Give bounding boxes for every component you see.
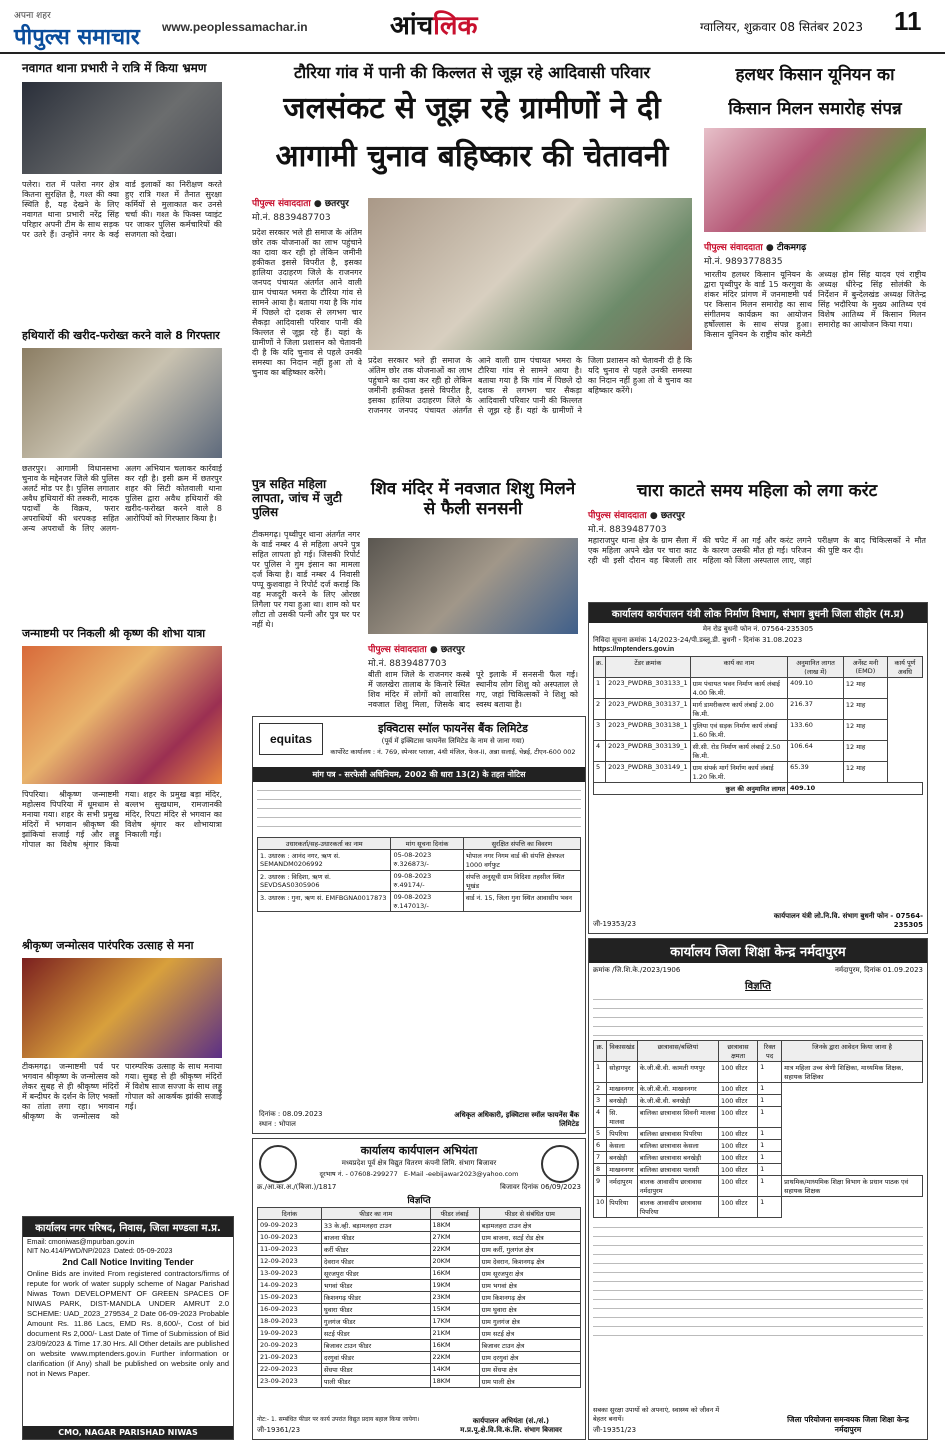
notice-date: नर्मदापुरम, दिनांक 01.09.2023 (835, 966, 923, 974)
electricity-notice (252, 1138, 586, 1440)
table-row (258, 892, 581, 912)
story-mobile: मो.नं. 8839487703 (588, 525, 667, 535)
table-cell: ग्राम पंचायत भवन निर्माण कार्य लंबाई 4.00 कि.मी. (690, 678, 787, 699)
table-cell: 3 (594, 1095, 607, 1107)
table-cell: कर्री फीडर (321, 1244, 430, 1256)
story-title: किसान मिलन समारोह संपन्न (728, 99, 902, 119)
table-cell: वार्ड नं. 15, जिला गुना स्थित आवासीय भवन (463, 892, 580, 912)
main-text: प्रदेश सरकार भले ही समाज के अंतिम छोर तक योजनाओं का लाभ पहुंचाने का दावा कर रही हो लेकिन जमीनी हकीकत इससे विपरीत है, इसका हालिया उदाहरण जिले के राजनगर जनपद पंचायत अंतर्गत आने वाली ग्राम पंचायत भमरा के टौरिया गांव से सामने आया है। बताया गया है कि गांव में पिछले दो दशक से लगभग चार सैकड़ा आदिवासी परिवार पानी की किल्लत से जूझ रहे हैं। यहां के ग्रामीणों ने जिला प्रशासन को चेतावनी दी है कि यदि चुनाव से पहले उनकी समस्या का निदान नहीं हुआ तो वे चुनाव का बहिष्कार करेंगे। (252, 228, 362, 377)
table-row (594, 1164, 923, 1176)
table-cell: बालिका छात्रावास पलासी (637, 1164, 718, 1176)
table-cell: 216.37 (788, 699, 844, 720)
column-header: क्र. (594, 657, 606, 678)
hostel-table (593, 1040, 923, 1218)
table-row (594, 1197, 923, 1218)
table-row (258, 1268, 581, 1280)
table-cell: बनखेड़ी (607, 1152, 637, 1164)
table-row (258, 1364, 581, 1376)
table-row (258, 1328, 581, 1340)
notice-type: मांग पत्र - सरफेसी अधिनियम, 2002 की धारा 13(2) के तहत नोटिस (253, 767, 585, 782)
story-byline: पीपुल्स संवाददाता ● छतरपुर (588, 511, 685, 521)
pwd-tender (588, 602, 928, 934)
notice-title: कार्यालय कार्यपालन अभियंता (360, 1144, 478, 1157)
table-cell: देवरान फीडर (321, 1256, 430, 1268)
table-row (594, 1128, 923, 1140)
column-header: उधारकर्ता/सह-उधारकर्ता का नाम (258, 838, 391, 850)
notice-ref: जी-19353/23 (593, 920, 637, 928)
table-cell: के.जी.बी.वी. बनखेड़ी (637, 1095, 718, 1107)
table-cell: किशनगढ़ फीडर (321, 1292, 430, 1304)
table-cell: के.जी.बी.वी. माखननगर (637, 1083, 718, 1095)
table-cell: 65.39 (788, 762, 844, 783)
table-cell: सी.सी. रोड निर्माण कार्य लंबाई 2.50 कि.मी. (690, 741, 787, 762)
notice-body (257, 785, 581, 833)
story-photo (22, 82, 222, 174)
table-cell: ग्राम भगवां क्षेत्र (479, 1280, 580, 1292)
table-cell: 16KM (430, 1268, 479, 1280)
bank-notice (252, 716, 586, 1134)
column-header: जिनके द्वारा आवेदन किया जाना है (782, 1041, 923, 1062)
table-cell: के.जी.बी.वी. कामती गणपुर (637, 1062, 718, 1083)
story-text: छतरपुर। आगामी विधानसभा चुनाव के मद्देनजर जिले की पुलिस अलर्ट मोड पर है। पुलिस लगातार अवैध हथियारों की तस्करी, मादक पदार्थों के विक्रय, फरार अपराधियों की धरपकड़ सहित अन्य अपराधों के लिए अलग-अलग अभियान चलाकर कार्रवाई कर रही है। इसी क्रम में छतरपुर शहर की सिटी कोतवाली थाना पुलिस द्वारा अवैध हथियारों की खरीद-फरोख्त करने वाले 8 आरोपियों को गिरफ्तार किया है। (22, 464, 222, 533)
main-headline-2: आगामी चुनाव बहिष्कार की चेतावनी (275, 139, 669, 174)
table-cell: बड़ामलहरा टाउन क्षेत्र (479, 1220, 580, 1232)
table-cell: 1 (758, 1107, 782, 1128)
table-cell: ग्राम सटई क्षेत्र (479, 1328, 580, 1340)
tender-table (593, 656, 923, 795)
table-row (258, 1232, 581, 1244)
table-cell: 6 (594, 1140, 607, 1152)
notice-heading: विज्ञप्ति (407, 1196, 431, 1206)
table-cell: 18-09-2023 (258, 1316, 322, 1328)
table-cell: 17KM (430, 1316, 479, 1328)
column-header: कार्य का नाम (690, 657, 787, 678)
table-cell: 1 (758, 1152, 782, 1164)
table-cell: गुलगंज फीडर (321, 1316, 430, 1328)
table-cell: 8 (594, 1164, 607, 1176)
table-row (594, 1176, 923, 1197)
table-cell: 09-09-2023 (258, 1220, 322, 1232)
story-text: भारतीय हलधर किसान यूनियन के द्वारा पृथ्वीपुर के वार्ड 15 करगुवा के शंकर मंदिर प्रांगण में जनमाष्टमी पर्व पर किसान मिलन समारोह का साथ संगीतमय कार्यक्रम का आयोजन हर्षोल्लास के साथ संपन्न हुआ। किसान यूनियन के राष्ट्रीय कोर कमेटी अध्यक्ष होम सिंह यादव एवं राष्ट्रीय अध्यक्ष धीरेन्द्र सिंह सोलंकी के निर्देशन में बुन्देलखंड अध्यक्ष जितेन्द्र सिंह भदौरिया के मुख्य आतिथ्य एवं विशेष आतिथ्य में किसान मिलन समारोह का आयोजन किया गया। (704, 270, 926, 339)
main-text-cont: प्रदेश सरकार भले ही समाज के अंतिम छोर तक योजनाओं का लाभ पहुंचाने का दावा कर रही हो लेकिन जमीनी हकीकत इससे विपरीत है, इसका हालिया उदाहरण जिले के राजनगर जनपद पंचायत अंतर्गत आने वाली ग्राम पंचायत भमरा के टौरिया गांव से सामने आया है। बताया गया है कि गांव में पिछले दो दशक से लगभग चार सैकड़ा आदिवासी परिवार पानी की किल्लत से जूझ रहे हैं। यहां के ग्रामीणों ने जिला प्रशासन को चेतावनी दी है कि यदि चुनाव से पहले उनकी समस्या का निदान नहीं हुआ तो वे चुनाव का बहिष्कार करेंगे। (368, 356, 692, 415)
story-text: टीकमगढ़। जन्माष्टमी पर्व पर भगवान श्रीकृष्ण के जन्मोत्सव को लेकर सुबह से ही श्रीकृष्ण मंदिरों में बन्दीघर के दर्शन के लिए भक्तों का तांता लगा रहा। भगवान श्रीकृष्ण के जन्मोत्सव को पारम्परिक उत्साह के साथ मनाया गया। सुबह से ही श्रीकृष्ण मंदिरों में विशेष साज सज्जा के साथ लड्डू गोपाल को आकर्षक झांकी सजाई गई। (22, 1062, 222, 1121)
table-cell: ग्राम कर्री, गुलगंज क्षेत्र (479, 1244, 580, 1256)
table-row (258, 1352, 581, 1364)
table-cell: घुवारा फीडर (321, 1304, 430, 1316)
story-title: नवागत थाना प्रभारी ने रात्रि में किया भ्रमण (22, 61, 207, 75)
notice-email: Email: cmoniwas@mpurban.gov.in (27, 1239, 135, 1246)
table-cell: 100 सीटर (718, 1176, 757, 1197)
table-cell: मात्र महिला उच्च श्रेणी शिक्षिका, माध्यमिक शिक्षक, सहायक शिक्षिका (782, 1062, 923, 1083)
table-cell: 12 माह (843, 678, 887, 699)
table-cell: भगवां फीडर (321, 1280, 430, 1292)
main-kicker: टौरिया गांव में पानी की किल्लत से जूझ रहे आदिवासी परिवार (293, 63, 651, 82)
table-row (594, 1095, 923, 1107)
table-cell: ग्राम बाजना, सटई रोड क्षेत्र (479, 1232, 580, 1244)
section-title: आंचलिक (390, 11, 478, 41)
table-cell: पाली फीडर (321, 1376, 430, 1388)
notice-tender-no: निविदा सूचना क्रमांक 14/2023-24/पी.डब्लू.डी. बुधनी - दिनांक 31.08.2023 (593, 636, 803, 644)
page-number: 11 (894, 6, 922, 36)
table-row (594, 741, 923, 762)
website-url[interactable]: www.peoplessamachar.in (162, 20, 308, 34)
story-title: श्रीकृष्ण जन्मोत्सव पारंपरिक उत्साह से मना (22, 939, 194, 952)
column-header: फीडर से संबंधित ग्राम (479, 1208, 580, 1220)
table-cell: 1 (758, 1095, 782, 1107)
newspaper-logo: अपना शहर पीपुल्स समाचार (14, 11, 140, 50)
table-cell: बालिका छात्रावास पिपरिया (637, 1128, 718, 1140)
table-cell: सि. मालवा (607, 1107, 637, 1128)
notice-sub: मेन रोड बुधनी फोन नं. 07564-235305 (702, 625, 814, 633)
table-row (258, 871, 581, 892)
table-cell: 12-09-2023 (258, 1256, 322, 1268)
table-cell: 14KM (430, 1364, 479, 1376)
table-cell: 409.10 (788, 678, 844, 699)
table-row (594, 1140, 923, 1152)
table-cell: 133.60 (788, 720, 844, 741)
table-cell: ग्राम संपर्क मार्ग निर्माण कार्य लंबाई 1.20 कि.मी. (690, 762, 787, 783)
total-value: 409.10 (788, 783, 923, 795)
table-cell: 09-08-2023 रु.147013/- (391, 892, 463, 912)
table-cell: 27KM (430, 1232, 479, 1244)
table-row (258, 1220, 581, 1232)
table-cell: 16-09-2023 (258, 1304, 322, 1316)
table-cell: 13-09-2023 (258, 1268, 322, 1280)
notice-text: Online Bids are invited From registered contractors/firms of repute for work of water supply scheme of Nagar Parishad Niwas Town DEVELOPMENT OF GREEN SPACES OF NIWAS PARK, DIST-MANDLA UNDER AMRUT 2.0 SCHEME: UAD_2023_279534_2 Date 06-09-2023 Probable Amount Rs. 11.86 Lacs, EMD Rs. 8,600/-, Cost of bid document Rs 2,000/- Last Date of Time of Submission of Bid 23/09/2023 & Time 17.30 Hrs. All Other details are published on website www.mptenders.gov.in Further information or clarification (if Any) shall be published on website only and not in News Paper. (27, 1269, 229, 1378)
notice-place: स्थान : भोपाल (259, 1120, 296, 1128)
column-header: अर्नेस्ट मनी (EMD) (843, 657, 887, 678)
notice-title: कार्यालय नगर परिषद, निवास, जिला मण्डला म.प्र. (23, 1217, 233, 1237)
table-cell: बालिका छात्रावास केसला (637, 1140, 718, 1152)
main-byline: पीपुल्स संवाददाता ● छतरपुर (252, 199, 349, 209)
table-cell: 21KM (430, 1328, 479, 1340)
table-cell: दरगुवां फीडर (321, 1352, 430, 1364)
table-cell: 12 माह (843, 699, 887, 720)
story-title: शिव मंदिर में नवजात शिशु मिलने से फैली सनसनी (370, 479, 576, 519)
notice-heading: 2nd Call Notice Inviting Tender (62, 1257, 194, 1267)
table-cell: भोपाल नगर निगम वार्ड की संपत्ति क्षेत्रफल 1000 वर्गफुट (463, 850, 580, 871)
notice-note: नोट:- 1. सम्बंधित फीडर पर कार्य उपरांत विद्युत प्रदाय बहाल किया जायेगा। (257, 1416, 420, 1423)
column-header: विकासखंड (607, 1041, 637, 1062)
table-cell: 1 (594, 1062, 607, 1083)
story-photo (368, 538, 578, 634)
table-cell: संपत्ति अनुसूची ग्राम विदिशा तहसील स्थित भूखंड (463, 871, 580, 892)
table-row (258, 1340, 581, 1352)
story-byline: पीपुल्स संवाददाता ● छतरपुर (368, 645, 465, 655)
notice-signatory: कार्यपालन यंत्री लो.नि.वि. संभाग बुधनी फोन - 07564-235305 (773, 912, 923, 929)
nit-number: NIT No.414/PWD/NP/2023 (27, 1248, 111, 1255)
table-row (594, 720, 923, 741)
equitas-logo: equitas (259, 723, 323, 755)
table-cell: 100 सीटर (718, 1140, 757, 1152)
table-cell: 100 सीटर (718, 1083, 757, 1095)
main-mobile: मो.नं. 8839487703 (252, 213, 331, 223)
table-cell: 2023_PWDRB_303139_1 (606, 741, 691, 762)
table-cell: सूरजपुरा फीडर (321, 1268, 430, 1280)
table-row (258, 1280, 581, 1292)
column-header: सुरक्षित संपत्ति का विवरण (463, 838, 580, 850)
table-cell: सोहागपुर (607, 1062, 637, 1083)
table-row (594, 1107, 923, 1128)
table-row (594, 1083, 923, 1095)
story-text: महाराजपुर थाना क्षेत्र के ग्राम सैला में एक महिला अपने खेत पर चारा काट रही थी इसी दौरान वह बिजली तार की चपेट में आ गई और करंट लगने के कारण उसकी मौत हो गई। परिजन महिला को जिला अस्पताल लाए, जहां परीक्षण के बाद चिकित्सकों ने मौत की पुष्टि कर दी। (588, 536, 926, 565)
mpeb-logo-icon-right (541, 1145, 579, 1183)
table-cell: 12 माह (843, 762, 887, 783)
notice-ref: क्र./आ.का.अ./(बिजा.)/1817 (257, 1183, 337, 1191)
column-header: फीडर लंबाई (430, 1208, 479, 1220)
table-row (258, 1292, 581, 1304)
table-cell: 3. उधारक : गुना, ऋण सं. EMFBGNA0017873 (258, 892, 391, 912)
story-mobile: मो.नं. 9893778835 (704, 257, 783, 267)
table-cell: 106.64 (788, 741, 844, 762)
column-header: अनुमानित लागत (लाख में) (788, 657, 844, 678)
table-cell: बालिका छात्रावास सिवनी मालवा (637, 1107, 718, 1128)
story-photo (704, 128, 926, 232)
nit-date: Dated: 05-09-2023 (114, 1248, 173, 1255)
notice-slogan: सबका सुरक्षा उपायों को अपनाएं, स्वास्थ्य को जीवन में बेहतर बनायें। (593, 1406, 720, 1423)
table-cell: 1. उधारक : आनंद नगर, ऋण सं. SEMANDM0206992 (258, 850, 391, 871)
table-cell: 100 सीटर (718, 1107, 757, 1128)
column-header: छात्रावास क्षमता (718, 1041, 757, 1062)
column-header: फीडर का नाम (321, 1208, 430, 1220)
table-cell: ग्राम गुलगंज क्षेत्र (479, 1316, 580, 1328)
table-cell: 23-09-2023 (258, 1376, 322, 1388)
table-cell: 1 (758, 1128, 782, 1140)
table-cell: 4 (594, 741, 606, 762)
total-label: कुल की अनुमानित लागत (594, 783, 788, 795)
table-cell: 16KM (430, 1340, 479, 1352)
table-cell: 4 (594, 1107, 607, 1128)
table-cell: 3 (594, 720, 606, 741)
story-photo (22, 348, 222, 458)
notice-signatory: जिला परियोजना समन्वयक जिला शिक्षा केन्द्र नर्मदापुरम (787, 1415, 909, 1434)
issue-date: ग्वालियर, शुक्रवार 08 सितंबर 2023 (700, 20, 864, 34)
table-cell: 2. उधारक : विदिशा, ऋण सं. SEVDSAS0305906 (258, 871, 391, 892)
table-cell: 1 (758, 1062, 782, 1083)
table-cell: 12 माह (843, 720, 887, 741)
table-cell: केसला (607, 1140, 637, 1152)
table-cell: 7 (594, 1152, 607, 1164)
shutdown-table (257, 1207, 581, 1388)
table-cell: 1 (594, 678, 606, 699)
notice-title: कार्यालय जिला शिक्षा केन्द्र नर्मदापुरम (589, 939, 927, 963)
table-cell: 1 (758, 1083, 782, 1095)
table-cell: बालक आवासीय छात्रावास नर्मदापुरम (637, 1176, 718, 1197)
notice-subtitle: (पूर्व में इक्विटास फायनेंस लिमिटेड के नाम से जाना गया) (381, 737, 525, 745)
table-cell: पिपरिया (607, 1197, 637, 1218)
table-cell: नर्मदापुरम (607, 1176, 637, 1197)
notice-sub: मध्यप्रदेश पूर्व क्षेत्र विद्युत वितरण कंपनी लिमि. संभाग बिजावर (341, 1159, 497, 1167)
table-cell: 10 (594, 1197, 607, 1218)
notice-footer: CMO, NAGAR PARISHAD NIWAS (23, 1426, 233, 1439)
story-title: हथियारों की खरीद-फरोख्त करने वाले 8 गिरफ्तार (22, 329, 220, 342)
main-headline-1: जलसंकट से जूझ रहे ग्रामीणों ने दी (283, 91, 661, 126)
notice-signatory: कार्यपालन अभियंता (सं./सं.) म.प्र.पू.क्षे.वि.वि.कं.लि. संभाग बिजावर (460, 1417, 562, 1434)
table-cell: 10-09-2023 (258, 1232, 322, 1244)
story-title: जन्माष्टमी पर निकली श्री कृष्ण की शोभा यात्रा (22, 627, 206, 640)
column-header: कार्य पूर्ण अवधि (887, 657, 922, 678)
story-text: पलेरा। रात में पलेरा नगर क्षेत्र कितना सुरक्षित है, गश्त की क्या स्थिति है, यह देखने के लिए नवागत थाना प्रभारी नरेंद्र सिंह परिहार अपनी टीम के साथ सड़क पर उतरे हैं। उन्होंने नगर के कई वार्ड इलाकों का निरीक्षण करते हुए रात्रि गश्त में तैनात सुरक्षा कर्मियों से मुलाकात कर उनसे चर्चा की। गश्त के फिक्स प्वाइंट पर जाकर पुलिस कर्मचारियों की सजगता को देखा। (22, 180, 222, 239)
table-cell: बाजना फीडर (321, 1232, 430, 1244)
notice-table (257, 837, 581, 912)
column-header: मांग सूचना दिनांक (391, 838, 463, 850)
table-cell: ग्राम घुवारा क्षेत्र (479, 1304, 580, 1316)
notice-body (593, 994, 923, 1038)
table-cell: 12 माह (843, 741, 887, 762)
table-cell: माखननगर (607, 1083, 637, 1095)
table-cell: 5 (594, 1128, 607, 1140)
table-cell: 18KM (430, 1376, 479, 1388)
main-photo (368, 198, 692, 350)
table-cell: ग्राम देवरान, किशनगढ़ क्षेत्र (479, 1256, 580, 1268)
table-cell: 100 सीटर (718, 1152, 757, 1164)
story-text: पिपरिया। श्रीकृष्ण जन्माष्टमी महोत्सव पिपरिया में धूमधाम से मनाया गया। शहर के सभी प्रमुख मंदिरों में भगवान श्रीकृष्ण की झांकियां सजाई गई और लड्डू गोपाल का विशेष श्रृंगार किया गया। शहर के प्रमुख बड़ा मंदिर, बल्लभ सुखधाम, रामजानकी मंदिर, रिपटा मंदिर से भगवान का विशेष श्रृंगार कर शोभायात्रा निकाली गई। (22, 790, 222, 849)
table-cell: मार्ग डामरीकरण कार्य लंबाई 2.00 कि.मी. (690, 699, 787, 720)
table-row (594, 699, 923, 720)
table-cell: 11-09-2023 (258, 1244, 322, 1256)
table-cell: 9 (594, 1176, 607, 1197)
table-cell: 19-09-2023 (258, 1328, 322, 1340)
story-title: चारा काटते समय महिला को लगा करंट (636, 481, 878, 501)
notice-ref: क्रमांक /जि.शि.के./2023/1906 (593, 966, 681, 974)
table-cell: 21-09-2023 (258, 1352, 322, 1364)
table-cell: 09-08-2023 रु.49174/- (391, 871, 463, 892)
table-cell: ग्राम दरगुवां क्षेत्र (479, 1352, 580, 1364)
table-cell: पिपरिया (607, 1128, 637, 1140)
table-cell: प्राथमिक/माध्यमिक शिक्षा विभाग के प्रधान पाठक एवं सहायक शिक्षक (782, 1176, 923, 1197)
table-cell: 14-09-2023 (258, 1280, 322, 1292)
table-cell: 2023_PWDRB_303138_1 (606, 720, 691, 741)
column-header: दिनांक (258, 1208, 322, 1220)
table-cell: 22KM (430, 1352, 479, 1364)
table-row (258, 1244, 581, 1256)
table-cell: 2 (594, 699, 606, 720)
table-cell: 22-09-2023 (258, 1364, 322, 1376)
table-cell: 100 सीटर (718, 1164, 757, 1176)
story-byline: पीपुल्स संवाददाता ● टीकमगढ़ (704, 243, 807, 253)
notice-signatory: अधिकृत अधिकारी, इक्विटास स्मॉल फायनेंस बैंक लिमिटेड (454, 1111, 579, 1128)
table-cell: ग्राम किशनगढ़ क्षेत्र (479, 1292, 580, 1304)
table-cell: 33 के.व्ही. बड़ामलहरा टाउन (321, 1220, 430, 1232)
story-photo (22, 958, 222, 1058)
table-cell: 1 (758, 1140, 782, 1152)
notice-ref2: जी-19361/23 (257, 1426, 301, 1434)
notice-email[interactable]: E-Mail -eebijawar2023@yahoo.com (403, 1170, 519, 1178)
notice-title: इक्विटास स्मॉल फायनेंस बैंक लिमिटेड (378, 722, 528, 735)
table-cell: 5 (594, 762, 606, 783)
table-cell: 2023_PWDRB_303149_1 (606, 762, 691, 783)
table-cell: पुलिया एवं सड़क निर्माण कार्य लंबाई 1.60 कि.मी. (690, 720, 787, 741)
table-cell: 18KM (430, 1220, 479, 1232)
story-text: बीती शाम जिले के राजनगर कस्बे में जलखेरा तालाब के किनारे स्थित शिव मंदिर में लोगों को लावारिस नवजात शिशु मिला, जिसके बाद पूरे इलाके में सनसनी फैल गई। स्थानीय लोग शिशु को अस्पताल ले गए, जहां चिकित्सकों ने शिशु को स्वस्थ बताया है। (368, 670, 578, 709)
notice-ref2: जी-19351/23 (593, 1426, 637, 1434)
table-cell: ग्राम पाली क्षेत्र (479, 1376, 580, 1388)
story-text: टीकमगढ़। पृथ्वीपुर थाना अंतर्गत नगर के वार्ड नम्बर 4 से महिला अपने पुत्र सहित लापता हो गई। जिसकी रिपोर्ट पर पुलिस ने गुम इंसान का मामला दर्ज किया है। वार्ड नम्बर 4 निवासी पप्पू कुशवाहा ने रिपोर्ट दर्ज कराई कि वह मजदूरी करने के लिए ओरछा तिगैला पर गया हुआ था। शाम को घर लौटा तो उसकी पत्नी और पुत्र घर पर नहीं थे। (252, 530, 360, 629)
tender-site-link[interactable]: https://mptenders.gov.in (593, 646, 675, 653)
notice-heading: विज्ञप्ति (745, 981, 771, 992)
table-cell: माखननगर (607, 1164, 637, 1176)
tender-notice (22, 1216, 234, 1440)
table-cell: 100 सीटर (718, 1062, 757, 1083)
table-cell: 19KM (430, 1280, 479, 1292)
table-cell: 20KM (430, 1256, 479, 1268)
table-cell: सेंधपा फीडर (321, 1364, 430, 1376)
table-cell: 1 (758, 1176, 782, 1197)
table-cell: 1 (758, 1164, 782, 1176)
table-row (258, 1256, 581, 1268)
table-cell: 15-09-2023 (258, 1292, 322, 1304)
table-cell: 22KM (430, 1244, 479, 1256)
table-cell: 05-08-2023 रु.326873/- (391, 850, 463, 871)
table-cell: 20-09-2023 (258, 1340, 322, 1352)
notice-phone: दूरभाष नं. - 07608-299277 (319, 1170, 398, 1178)
table-cell: ग्राम सूरजपुरा क्षेत्र (479, 1268, 580, 1280)
column-header: टेंडर क्रमांक (606, 657, 691, 678)
table-cell: 100 सीटर (718, 1128, 757, 1140)
column-header: छात्रावास/बस्तियां (637, 1041, 718, 1062)
table-cell: 2023_PWDRB_303133_1 (606, 678, 691, 699)
table-row (258, 850, 581, 871)
notice-date: बिजावर दिनांक 06/09/2023 (500, 1183, 581, 1191)
table-row (594, 1062, 923, 1083)
table-cell: 100 सीटर (718, 1197, 757, 1218)
table-cell: ग्राम सेंधपा क्षेत्र (479, 1364, 580, 1376)
table-cell: 15KM (430, 1304, 479, 1316)
mpeb-logo-icon (259, 1145, 297, 1183)
edu-notice (588, 938, 928, 1440)
table-cell: बनखेड़ी (607, 1095, 637, 1107)
table-cell: 23KM (430, 1292, 479, 1304)
table-cell: बालिका छात्रावास बनखेड़ी (637, 1152, 718, 1164)
table-cell: 1 (758, 1197, 782, 1218)
notice-date: दिनांक : 08.09.2023 (259, 1110, 323, 1118)
notice-conditions (593, 1222, 923, 1340)
table-cell: बालक आवासीय छात्रावास पिपरिया (637, 1197, 718, 1218)
table-cell: बिजावर टाउन क्षेत्र (479, 1340, 580, 1352)
masthead (0, 0, 945, 54)
table-row (258, 1376, 581, 1388)
story-title: पुत्र सहित महिला लापता, जांच में जुटी पुलिस (252, 477, 342, 519)
table-cell: सटई फीडर (321, 1328, 430, 1340)
column-header: क्र. (594, 1041, 607, 1062)
table-row (594, 1152, 923, 1164)
notice-title: कार्यालय कार्यपालन यंत्री लोक निर्माण विभाग, संभाग बुधनी जिला सीहोर (म.प्र) (589, 603, 927, 623)
notice-address: कार्पोरेट कार्यालय : नं. 769, स्पेन्सर प्लाजा, 4थी मंजिल, फेज-II, अन्ना सलाई, चेन्नई, टीएन-600 002 (330, 748, 576, 756)
story-title: हलधर किसान यूनियन का (735, 65, 895, 85)
table-cell: 2023_PWDRB_303137_1 (606, 699, 691, 720)
table-row (594, 762, 923, 783)
table-row (258, 1316, 581, 1328)
table-row (258, 1304, 581, 1316)
table-cell: 2 (594, 1083, 607, 1095)
table-cell: बिजावर टाउन फीडर (321, 1340, 430, 1352)
table-cell: 100 सीटर (718, 1095, 757, 1107)
story-photo (22, 646, 222, 784)
column-header: रिक्त पद (758, 1041, 782, 1062)
table-row (594, 678, 923, 699)
story-mobile: मो.नं. 8839487703 (368, 659, 447, 669)
